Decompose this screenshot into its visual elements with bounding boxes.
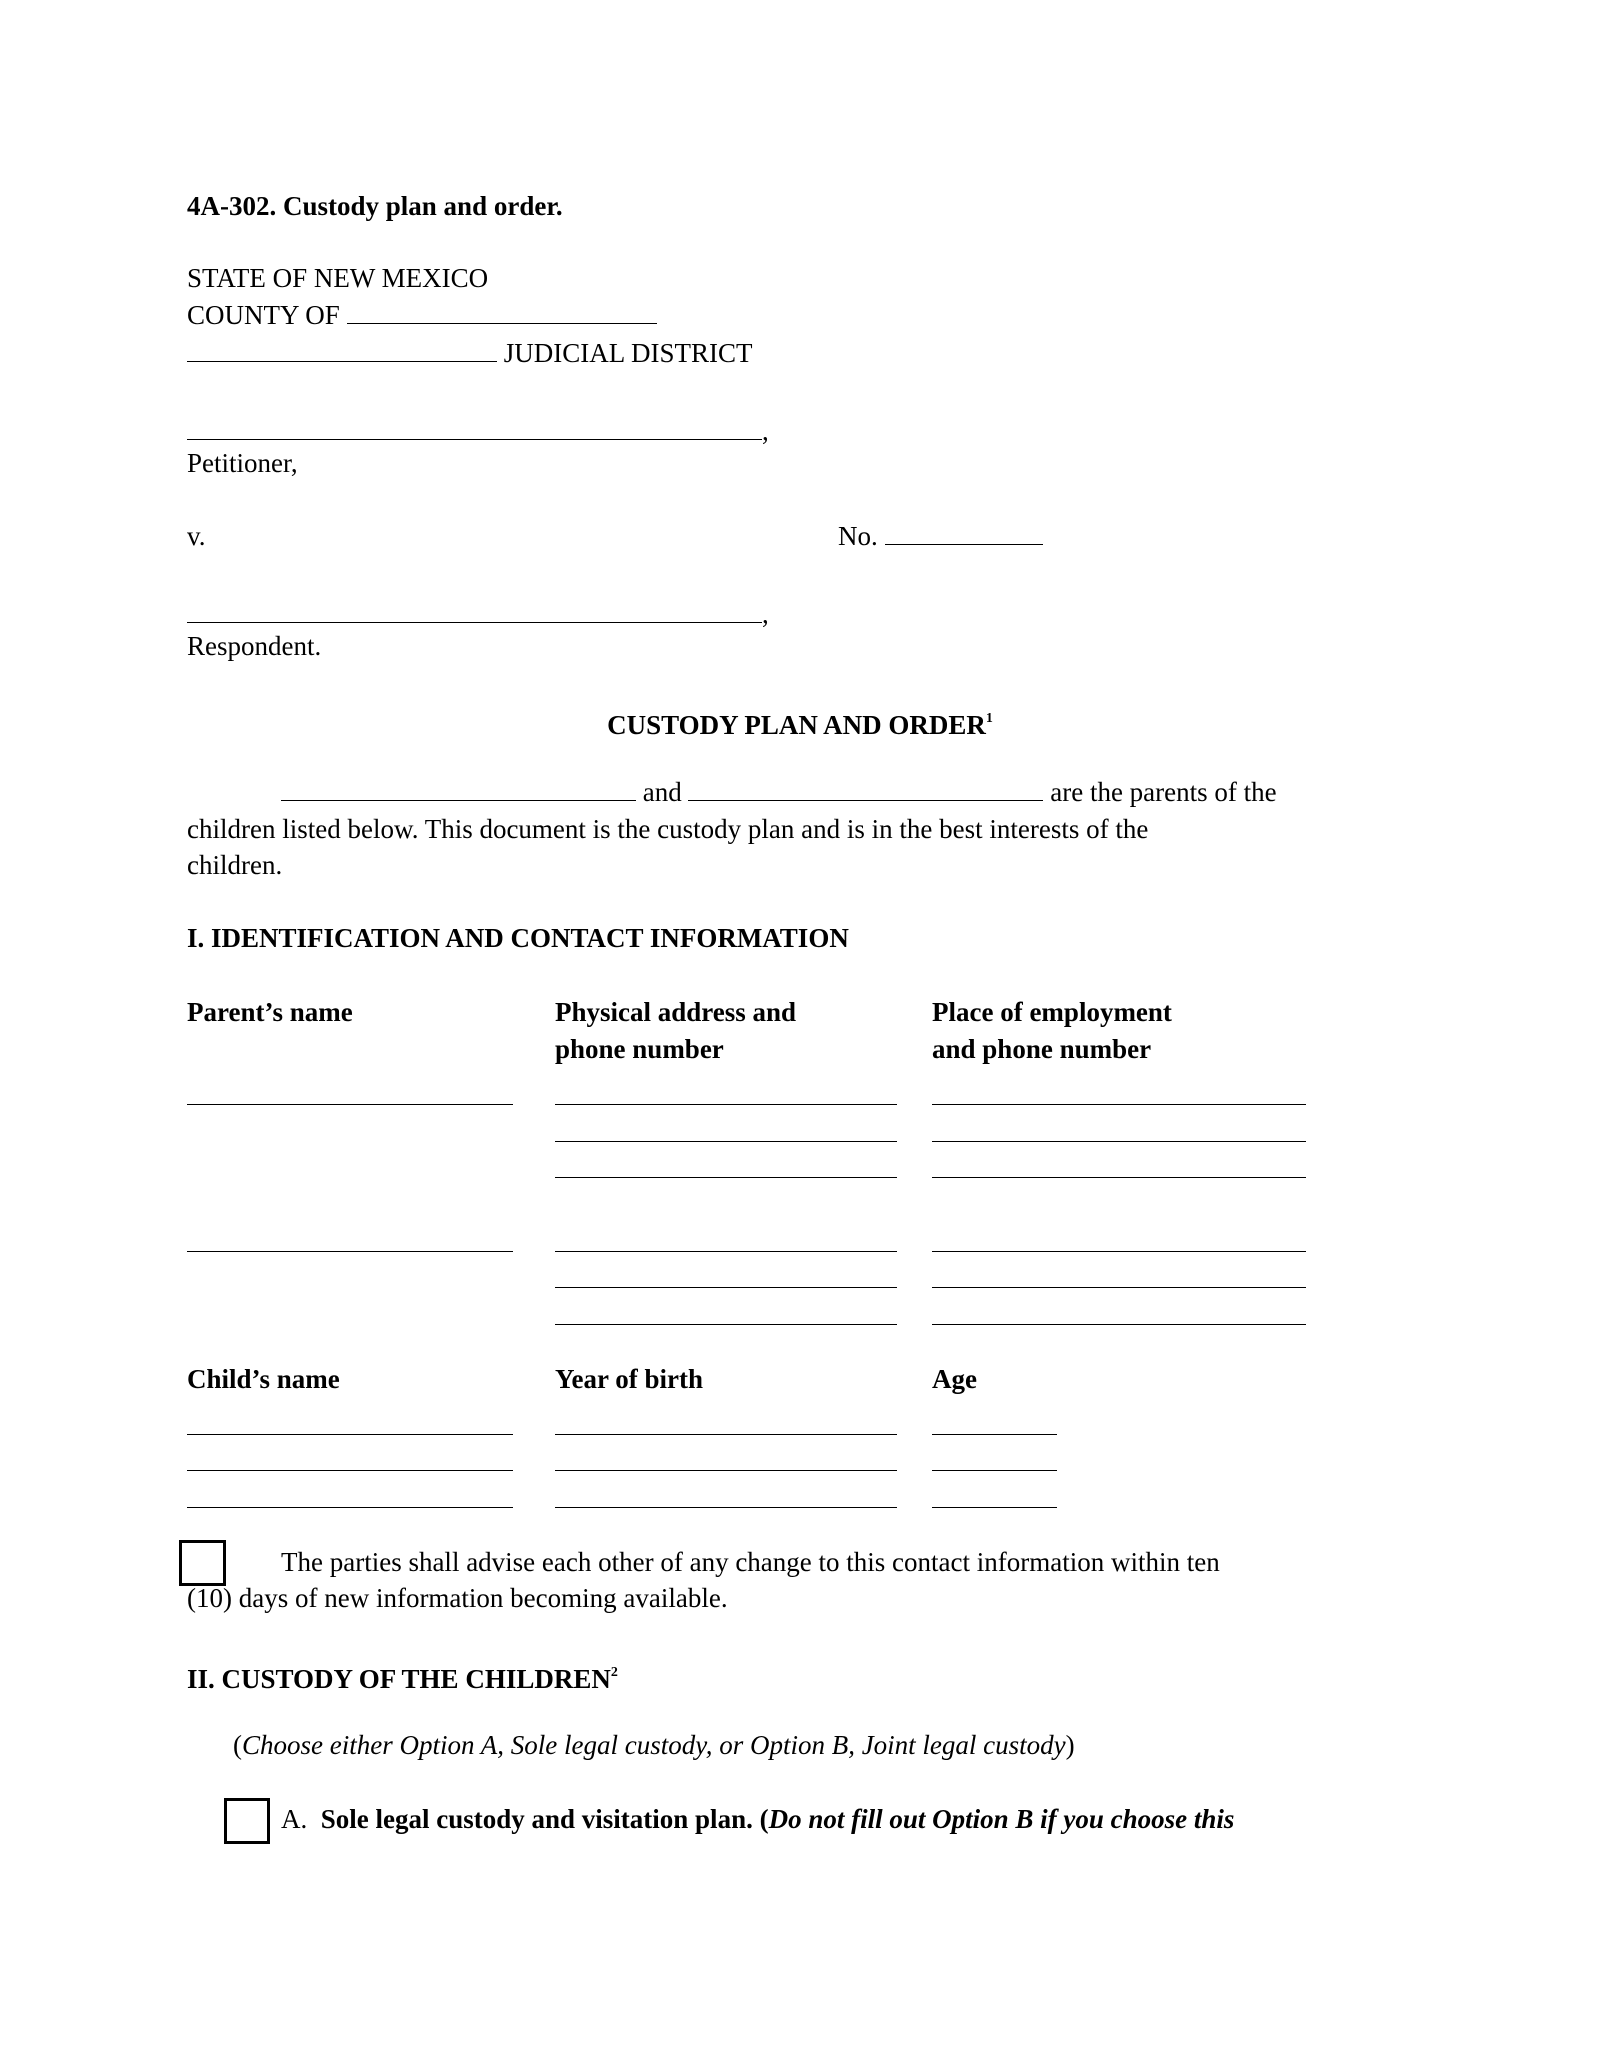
district-line [187, 337, 753, 369]
parent2-name-field[interactable] [688, 778, 1043, 801]
parent1-employment-field[interactable] [932, 1177, 1306, 1178]
header-address: Physical address and [555, 997, 797, 1027]
case-no-field[interactable] [885, 522, 1043, 545]
footnote-ref: 1 [985, 711, 993, 726]
district-field[interactable] [187, 339, 497, 362]
header-parent-name: Parent’s name [187, 997, 353, 1027]
option-a-note: Do not fill out Option B if you choose this [768, 1804, 1235, 1834]
header-employment-2: and phone number [932, 1034, 1152, 1064]
respondent-field[interactable] [187, 600, 762, 623]
parent1-employment-field[interactable] [932, 1104, 1306, 1105]
petitioner-label: Petitioner, [187, 448, 298, 478]
document-title [0, 703, 1600, 741]
versus-label: v. [187, 521, 206, 551]
custody-instruction: (Choose either Option A, Sole legal custody, or Option B, Joint legal custody) [233, 1730, 1075, 1760]
parent1-address-field[interactable] [555, 1104, 897, 1105]
parent2-employment-field[interactable] [932, 1251, 1306, 1252]
parent1-name-field[interactable] [281, 778, 636, 801]
petitioner-line [187, 415, 769, 447]
option-a-checkbox[interactable] [224, 1798, 270, 1844]
parent1-address-field[interactable] [555, 1141, 897, 1142]
parent2-address-field[interactable] [555, 1324, 897, 1325]
parent2-address-field[interactable] [555, 1287, 897, 1288]
parent2-employment-field[interactable] [932, 1287, 1306, 1288]
petitioner-field[interactable] [187, 417, 762, 440]
child-birth-year-field[interactable] [555, 1507, 897, 1508]
respondent-line [187, 598, 769, 630]
parent1-address-field[interactable] [555, 1177, 897, 1178]
section-1-heading: I. IDENTIFICATION AND CONTACT INFORMATION [187, 923, 849, 953]
parent2-name-field[interactable] [187, 1251, 513, 1252]
footnote-ref: 2 [610, 1665, 618, 1680]
option-a-title: Sole legal custody and visitation plan. [320, 1804, 753, 1834]
header-employment: Place of employment [932, 997, 1172, 1027]
and-text: and [642, 777, 682, 807]
notice-checkbox[interactable] [179, 1540, 226, 1586]
parent1-employment-field[interactable] [932, 1141, 1306, 1142]
header-child-name: Child’s name [187, 1364, 340, 1394]
county-label: COUNTY OF [187, 300, 340, 330]
child-birth-year-field[interactable] [555, 1434, 897, 1435]
intro-text: are the parents of the [1050, 777, 1277, 807]
document-title-text: CUSTODY PLAN AND ORDER [607, 710, 986, 740]
state-label: STATE OF NEW MEXICO [187, 263, 489, 293]
child-age-field[interactable] [932, 1507, 1057, 1508]
county-line [187, 299, 657, 331]
header-year-of-birth: Year of birth [555, 1364, 703, 1394]
header-address-2: phone number [555, 1034, 724, 1064]
child-name-field[interactable] [187, 1470, 513, 1471]
intro-line-1 [281, 776, 1277, 808]
section-2-heading-text: II. CUSTODY OF THE CHILDREN [187, 1664, 611, 1694]
notice-line-1: The parties shall advise each other of any change to this contact information within ten [281, 1547, 1220, 1577]
parent1-name-field[interactable] [187, 1104, 513, 1105]
case-number [838, 520, 1043, 552]
child-age-field[interactable] [932, 1434, 1057, 1435]
custody-instruction-text: Choose either Option A, Sole legal custody, or Option B, Joint legal custody [242, 1730, 1066, 1760]
child-birth-year-field[interactable] [555, 1470, 897, 1471]
parent2-address-field[interactable] [555, 1251, 897, 1252]
parent2-employment-field[interactable] [932, 1324, 1306, 1325]
section-2-heading [187, 1657, 618, 1695]
case-no-label: No. [838, 521, 878, 551]
option-a-letter: A. [281, 1804, 308, 1834]
comma: , [762, 416, 769, 446]
intro-line-2: children listed below. This document is the custody plan and is in the best interests of the [187, 814, 1149, 844]
respondent-label: Respondent. [187, 631, 322, 661]
child-name-field[interactable] [187, 1507, 513, 1508]
option-a-line: A. Sole legal custody and visitation plan. (Do not fill out Option B if you choose this [281, 1804, 1235, 1834]
notice-line-2: (10) days of new information becoming available. [187, 1583, 728, 1613]
rule-title: 4A-302. Custody plan and order. [187, 191, 563, 221]
child-age-field[interactable] [932, 1470, 1057, 1471]
comma: , [762, 599, 769, 629]
county-field[interactable] [347, 301, 657, 324]
intro-line-3: children. [187, 850, 283, 880]
child-name-field[interactable] [187, 1434, 513, 1435]
district-label: JUDICIAL DISTRICT [503, 338, 753, 368]
header-age: Age [932, 1364, 977, 1394]
